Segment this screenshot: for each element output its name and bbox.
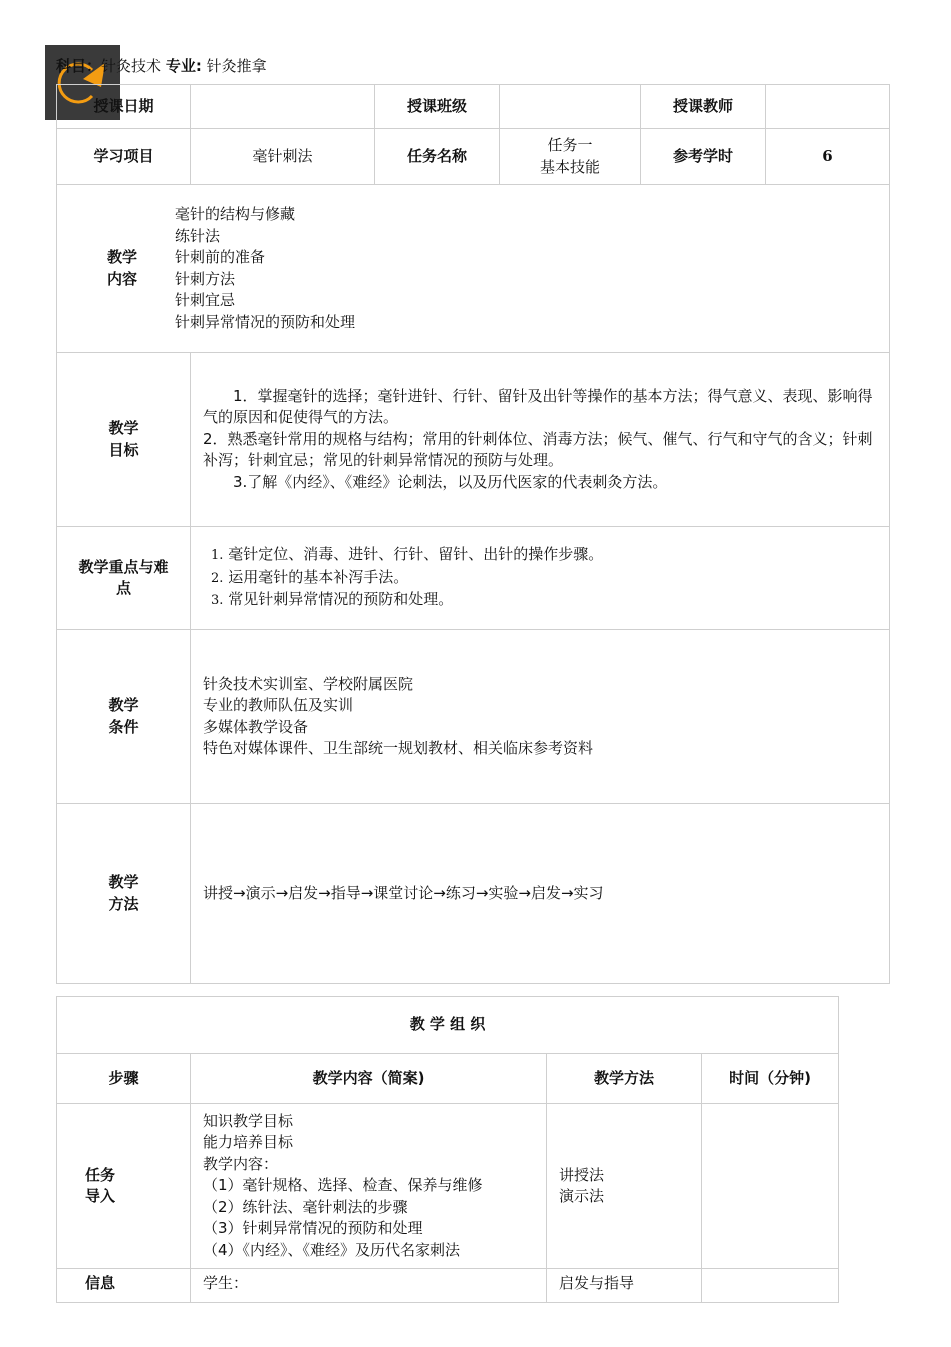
task-value-line2: 基本技能 [539, 157, 600, 176]
list-item: 知识教学目标 [203, 1111, 294, 1130]
table-row [57, 353, 890, 527]
table-row [57, 1054, 839, 1104]
table-row [57, 527, 890, 630]
time-cell [702, 1269, 839, 1303]
list-item: 特色对媒体课件、卫生部统一规划教材、相关临床参考资料 [203, 739, 594, 757]
list-item: 毫针的结构与修藏 [175, 205, 296, 223]
column-header-method: 教学方法 [547, 1054, 702, 1104]
list-item: 针刺宜忌 [175, 291, 236, 309]
date-label: 授课日期 [57, 85, 191, 129]
step-line1: 任务 [85, 1165, 116, 1184]
subject-line [56, 56, 267, 76]
list-item: 针刺异常情况的预防和处理 [175, 312, 356, 331]
list-item: 多媒体教学设备 [203, 717, 309, 736]
method-value: 讲授→演示→启发→指导→课堂讨论→练习→实验→启发→实习 [191, 804, 890, 984]
table-row [57, 1269, 839, 1303]
list-item: 专业的教师队伍及实训 [203, 696, 354, 714]
method-label-line1: 教学 [108, 873, 139, 891]
list-item: 演示法 [559, 1187, 605, 1205]
lesson-info-table [56, 84, 890, 984]
column-header-step: 步骤 [57, 1054, 191, 1104]
table-row [57, 85, 890, 129]
list-item-text: 毫针定位、消毒、进针、行针、留针、出针的操作步骤。 [228, 545, 604, 564]
teacher-label: 授课教师 [641, 85, 766, 129]
goal-content [191, 353, 890, 527]
list-item [211, 589, 889, 612]
class-value [500, 85, 641, 129]
subject-label: 科目： [56, 57, 102, 75]
list-item: 3.了解《内经》、《难经》论刺法，以及历代医家的代表刺灸方法。 [233, 472, 668, 491]
date-value [191, 85, 375, 129]
list-item-number: 1. [211, 548, 224, 564]
method-label [57, 804, 191, 984]
list-item: 针刺前的准备 [175, 248, 266, 266]
step-cell: 信息 [57, 1269, 191, 1303]
method-cell: 启发与指导 [547, 1269, 702, 1303]
major-value: 针灸推拿 [206, 57, 267, 75]
list-item [211, 544, 889, 567]
table-row [57, 185, 890, 353]
list-item: （2）练针法、毫针刺法的步骤 [203, 1197, 408, 1216]
content-cell [57, 185, 890, 353]
list-item: 教学内容： [203, 1154, 279, 1173]
key-label [57, 527, 191, 630]
step-line2: 导入 [85, 1187, 116, 1205]
list-item: （3）针刺异常情况的预防和处理 [203, 1219, 423, 1238]
table-row [57, 1104, 839, 1269]
task-value-line1: 任务一 [547, 136, 593, 154]
major-label: 专业: [165, 57, 202, 75]
table-row [57, 630, 890, 804]
goal-label-line2: 目标 [108, 440, 139, 459]
list-item: （1）毫针规格、选择、检查、保养与维修 [203, 1176, 483, 1195]
class-label: 授课班级 [375, 85, 500, 129]
condition-label-line1: 教学 [108, 696, 139, 714]
goal-label-line1: 教学 [108, 419, 139, 437]
task-label: 任务名称 [375, 129, 500, 185]
key-label-line2: 点 [115, 579, 131, 597]
content-label [107, 247, 175, 290]
content-label-line1: 教学 [107, 248, 138, 266]
key-label-line1: 教学重点与难 [78, 557, 169, 576]
list-item: 针灸技术实训室、学校附属医院 [203, 674, 414, 693]
method-label-line2: 方法 [108, 894, 139, 913]
step-cell [57, 1104, 191, 1269]
list-item: 针刺方法 [175, 269, 236, 288]
table-row [57, 129, 890, 185]
key-content [191, 527, 890, 630]
list-item: 讲授法 [559, 1165, 605, 1184]
project-label: 学习项目 [57, 129, 191, 185]
teacher-value [766, 85, 890, 129]
hours-label: 参考学时 [641, 129, 766, 185]
list-item-number: 3. [211, 593, 224, 609]
teaching-organization-table [56, 996, 839, 1303]
org-table-title: 教 学 组 织 [57, 997, 839, 1054]
goal-label [57, 353, 191, 527]
condition-content [191, 630, 890, 804]
list-item: 能力培养目标 [203, 1133, 294, 1152]
column-header-time: 时间（分钟) [702, 1054, 839, 1104]
subject-value: 针灸技术 [101, 57, 162, 75]
content-list [175, 204, 355, 333]
list-item [211, 567, 889, 590]
table-row [57, 804, 890, 984]
time-cell [702, 1104, 839, 1269]
method-cell [547, 1104, 702, 1269]
condition-label [57, 630, 191, 804]
table-row [57, 997, 839, 1054]
content-label-line2: 内容 [107, 269, 138, 288]
project-value: 毫针刺法 [191, 129, 375, 185]
list-item: （4）《内经》、《难经》及历代名家刺法 [203, 1240, 461, 1259]
task-value [500, 129, 641, 185]
condition-label-line2: 条件 [108, 717, 139, 736]
list-item-text: 运用毫针的基本补泻手法。 [228, 567, 409, 586]
list-item: 1．掌握毫针的选择；毫针进针、行针、留针及出针等操作的基本方法；得气意义、表现、影响得气的原因和促使得气的方法。 [203, 386, 873, 427]
list-item-number: 2. [211, 570, 224, 586]
content-cell [191, 1104, 547, 1269]
list-item: 练针法 [175, 226, 221, 245]
column-header-content: 教学内容（简案) [191, 1054, 547, 1104]
list-item: 2．熟悉毫针常用的规格与结构；常用的针刺体位、消毒方法；候气、催气、行气和守气的含义；针刺补泻；针刺宜忌；常见的针刺异常情况的预防与处理。 [203, 429, 873, 470]
content-cell: 学生： [191, 1269, 547, 1303]
hours-value: 6 [766, 129, 890, 185]
list-item-text: 常见针刺异常情况的预防和处理。 [228, 590, 454, 609]
